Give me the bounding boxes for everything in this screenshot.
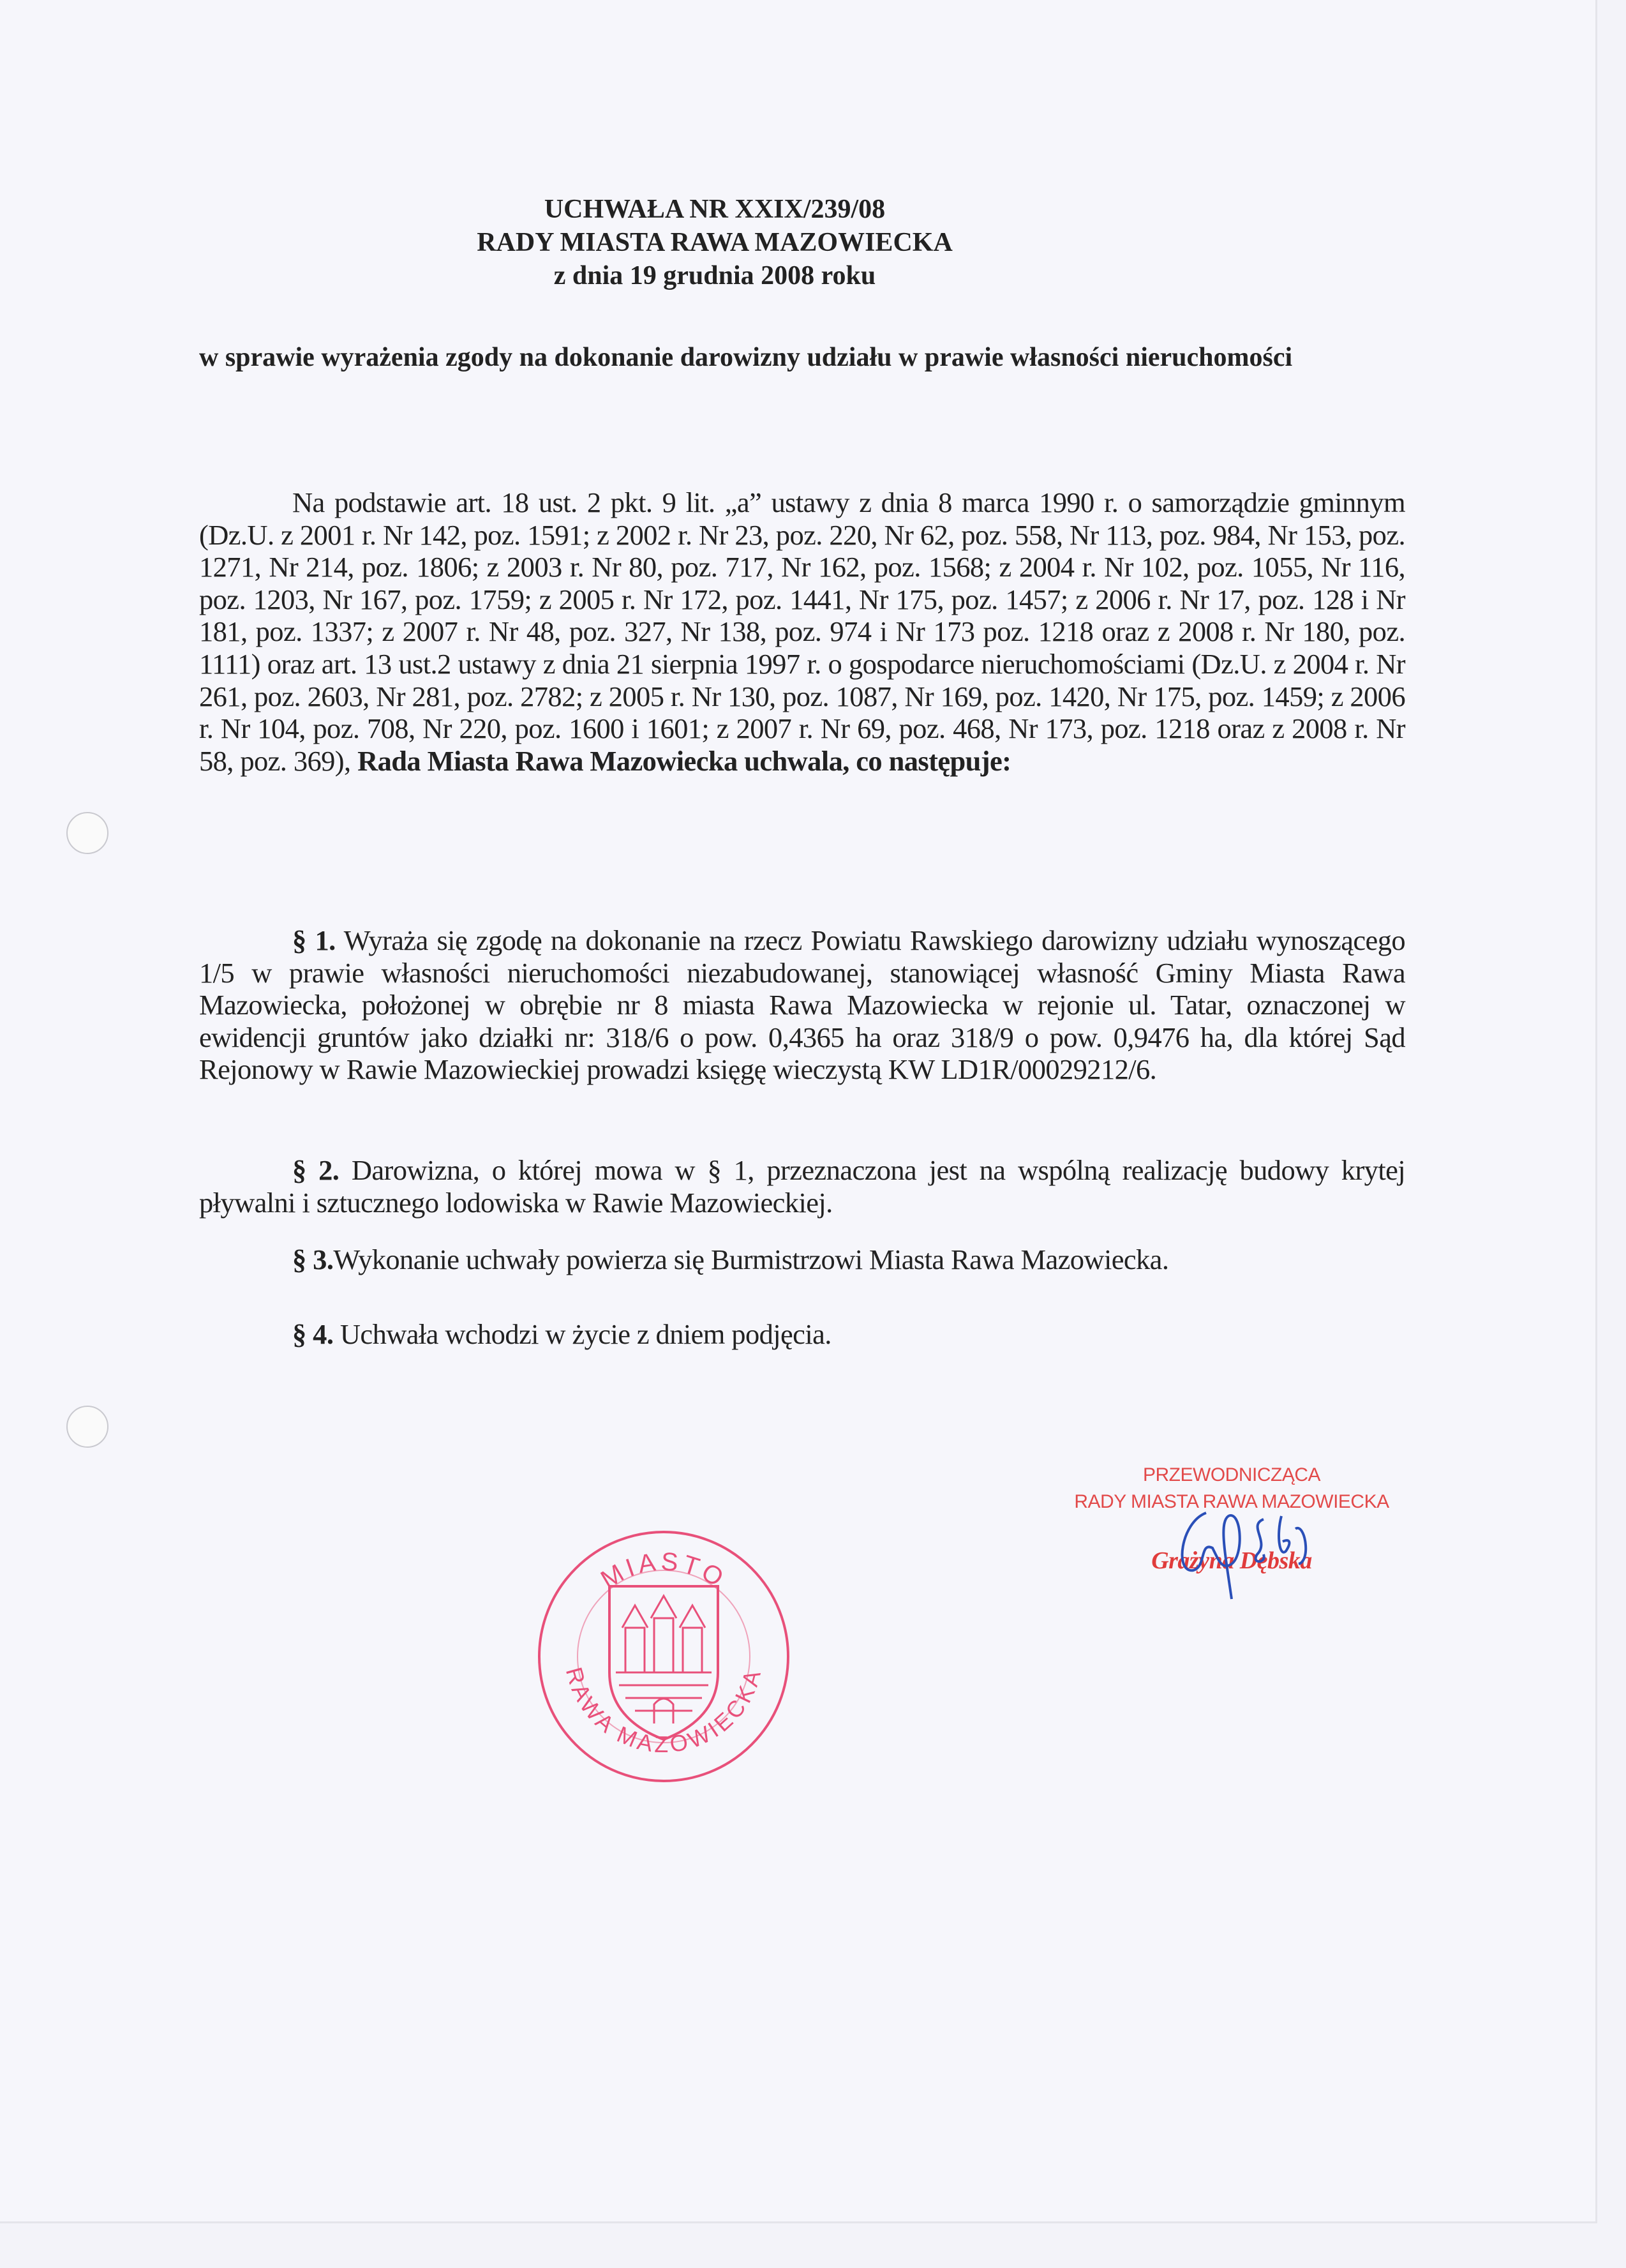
title-line-1: UCHWAŁA NR XXIX/239/08 <box>544 195 886 224</box>
chairperson-name: Grażyna Dębska <box>1151 1547 1312 1574</box>
section-2 <box>199 1154 1405 1219</box>
seal-text-bottom: RAWA MAZOWIECKA <box>560 1664 767 1758</box>
section-4 <box>199 1318 1405 1351</box>
preamble-text: Na podstawie art. 18 ust. 2 pkt. 9 lit. „a” ustawy z dnia 8 marca 1990 r. o samorządzie gminnym (Dz.U. z 2001 r. Nr 142, poz. 1591; z 2002 r. Nr 23, poz. 220, Nr 62, poz. 558, Nr 113, poz. 984, Nr 153, poz. 1271, Nr 214, poz. 1806; z 2003 r. Nr 80, poz. 717, Nr 162, poz. 1568; z 2004 r. Nr 102, poz. 1055, Nr 116, poz. 1203, Nr 167, poz. 1759; z 2005 r. Nr 172, poz. 1441, Nr 175, poz. 1457; z 2006 r. Nr 17, poz. 128 i Nr 181, poz. 1337; z 2007 r. Nr 48, poz. 327, Nr 138, poz. 974 i Nr 173 poz. 1218 oraz z 2008 r. Nr 180, poz. 1111) oraz art. 13 ust.2 ustawy z dnia 21 sierpnia 1997 r. o gospodarce nieruchomościami (Dz.U. z 2004 r. Nr 261, poz. 2603, Nr 281, poz. 2782; z 2005 r. Nr 130, poz. 1087, Nr 169, poz. 1420, Nr 175, poz. 1459; z 2006 r. Nr 104, poz. 708, Nr 220, poz. 1600 i 1601; z 2007 r. Nr 69, poz. 468, Nr 173, poz. 1218 oraz z 2008 r. Nr 58, poz. 369), <box>199 486 1405 777</box>
section-text: Wyraża się zgodę na dokonanie na rzecz Powiatu Rawskiego darowizny udziału wynoszącego 1/5 w prawie własności nieruchomości niezabudowanej, stanowiącej własność Gminy Miasta Rawa Mazowiecka, położonej w obrębie nr 8 miasta Rawa Mazowiecka w rejonie ul. Tatar, oznaczonej w ewidencji gruntów jako działki nr: 318/6 o pow. 0,4365 ha oraz 318/9 o pow. 0,9476 ha, dla której Sąd Rejonowy w Rawie Mazowieckiej prowadzi księgę wieczystą KW LD1R/00029212/6. <box>199 924 1405 1086</box>
handwritten-signature <box>1168 1503 1334 1612</box>
section-text: Darowizna, o której mowa w § 1, przeznaczona jest na wspólną realizację budowy krytej pływalni i sztucznego lodowiska w Rawie Mazowieckiej. <box>199 1154 1405 1219</box>
stamp-line-2: RADY MIASTA RAWA MAZOWIECKA <box>1074 1491 1389 1512</box>
section-text: Wykonanie uchwały powierza się Burmistrzowi Miasta Rawa Mazowiecka. <box>333 1243 1169 1275</box>
preamble-bold: Rada Miasta Rawa Mazowiecka uchwala, co następuje: <box>350 744 1011 777</box>
section-mark: § 3. <box>292 1243 334 1275</box>
section-3 <box>199 1243 1405 1276</box>
city-seal <box>530 1526 798 1794</box>
section-1 <box>199 924 1405 1086</box>
section-mark: § 4. <box>292 1318 334 1350</box>
document-title <box>383 193 1047 292</box>
seal-text-top: MIASTO <box>596 1547 732 1595</box>
castle-towers-icon <box>616 1596 712 1724</box>
title-line-3: z dnia 19 grudnia 2008 roku <box>553 261 876 290</box>
section-mark: § 1. <box>292 924 336 956</box>
preamble <box>199 486 1405 777</box>
section-mark: § 2. <box>292 1154 339 1186</box>
punch-hole <box>66 1406 108 1448</box>
punch-hole <box>66 812 108 854</box>
stamp-line-1: PRZEWODNICZĄCA <box>1143 1464 1320 1485</box>
section-text: Uchwała wchodzi w życie z dniem podjęcia. <box>333 1318 832 1350</box>
resolution-subject: w sprawie wyrażenia zgody na dokonanie darowizny udziału w prawie własności nieruchomości <box>199 343 1293 372</box>
title-line-2: RADY MIASTA RAWA MAZOWIECKA <box>477 228 953 257</box>
